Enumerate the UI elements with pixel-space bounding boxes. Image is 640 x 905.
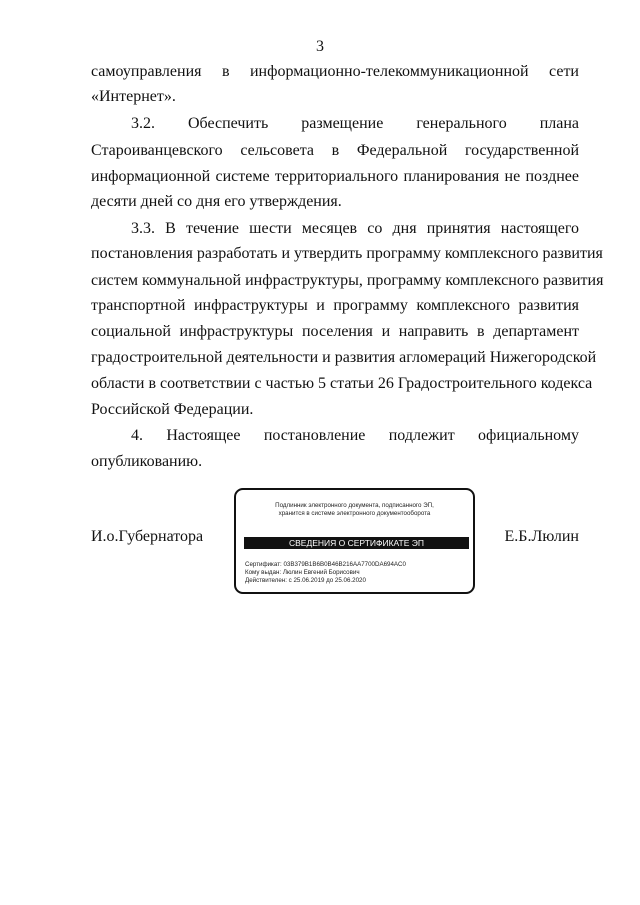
text-line: градостроительной деятельности и развития агломераций Нижегородской — [91, 349, 597, 366]
paragraph-4-start: 4. Настоящее постановление подлежит официальному — [131, 427, 579, 444]
text-line: «Интернет». — [91, 88, 176, 105]
stamp-header-line: Подлинник электронного документа, подписанного ЭП, — [275, 502, 434, 509]
stamp-header-line: хранится в системе электронного документооборота — [278, 510, 431, 517]
text-line: Староиванцевского сельсовета в Федеральной государственной — [91, 142, 579, 159]
text-line: систем коммунальной инфраструктуры, программу комплексного развития — [91, 272, 604, 289]
paragraph-3-2-start: 3.2. Обеспечить размещение генерального плана — [131, 115, 579, 132]
certificate-owner: Кому выдан: Люлин Евгений Борисович — [245, 569, 360, 576]
text-line: социальной инфраструктуры поселения и направить в департамент — [91, 323, 579, 340]
text-line: самоуправления в информационно-телекоммуникационной сети — [91, 63, 579, 80]
text-line: десяти дней со дня его утверждения. — [91, 193, 342, 210]
signatory-title: И.о.Губернатора — [91, 528, 204, 545]
stamp-header — [236, 502, 473, 518]
certificate-validity: Действителен: с 25.06.2019 до 25.06.2020 — [245, 577, 366, 584]
certificate-number: Сертификат: 03B379B1B6B0B46B216AA7700DA694AC0 — [245, 561, 406, 568]
text-line: постановления разработать и утвердить программу комплексного развития — [91, 245, 603, 262]
signatory-name: Е.Б.Люлин — [504, 528, 579, 545]
text-line: Российской Федерации. — [91, 401, 254, 418]
stamp-title: СВЕДЕНИЯ О СЕРТИФИКАТЕ ЭП — [244, 537, 469, 549]
text-line: опубликованию. — [91, 453, 203, 470]
text-line: транспортной инфраструктуры и программу комплексного развития — [91, 297, 579, 314]
text-line: области в соответствии с частью 5 статьи 26 Градостроительного кодекса — [91, 375, 593, 392]
paragraph-3-3-start: 3.3. В течение шести месяцев со дня принятия настоящего — [131, 220, 579, 237]
electronic-signature-stamp — [234, 488, 475, 594]
page-number: 3 — [316, 38, 324, 55]
text-line: информационной системе территориального планирования не позднее — [91, 168, 579, 185]
